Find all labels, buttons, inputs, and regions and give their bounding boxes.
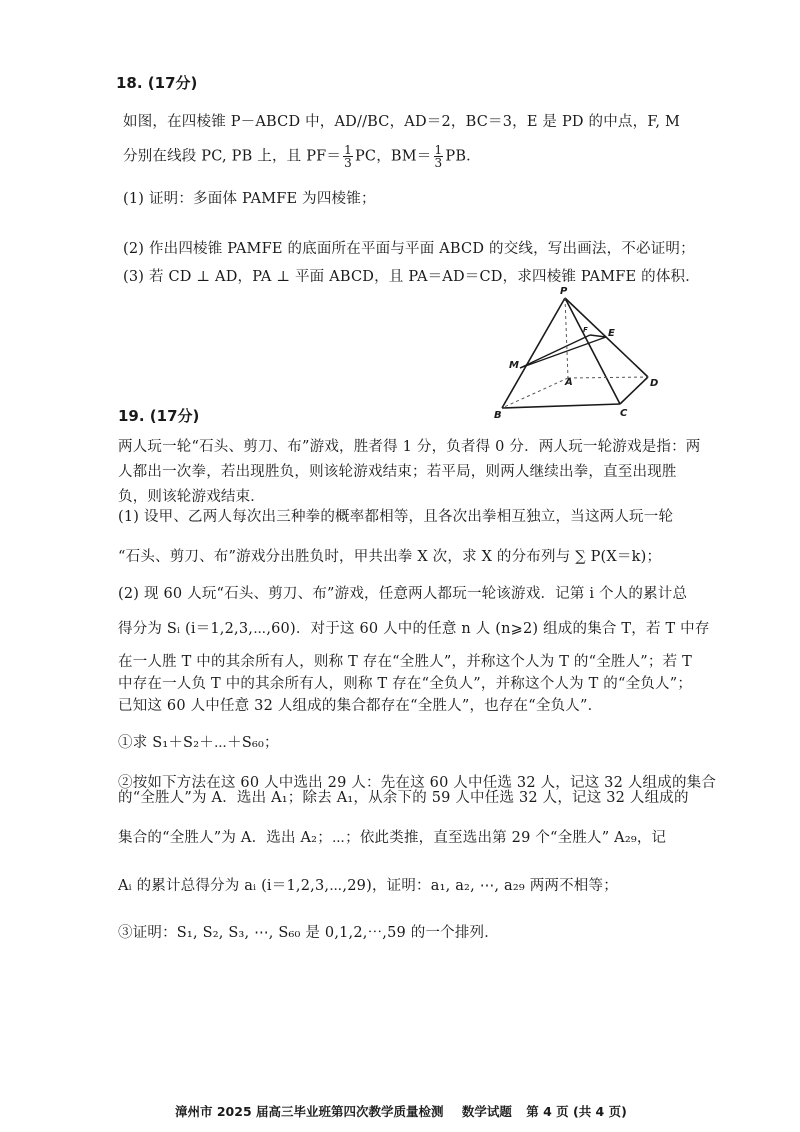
edge-ab-hidden [502, 378, 568, 408]
label-a: A [565, 377, 573, 388]
segment-mf [520, 335, 590, 368]
label-m: M [509, 360, 519, 371]
fraction-pf [343, 144, 353, 169]
fraction-bm-denominator: 3 [434, 156, 443, 170]
q18-intro-line2 [123, 144, 481, 169]
label-f: F [583, 326, 588, 334]
q19-sub1: ①求 S₁＋S₂＋⋯＋S₆₀； [118, 735, 279, 751]
fraction-pf-numerator: 1 [344, 143, 352, 157]
q18-intro-line2-c: PB． [445, 148, 481, 165]
q18-part3: (3) 若 CD ⊥ AD，PA ⊥ 平面 ABCD，且 PA＝AD＝CD，求四棱锥 PAMFE 的体积． [123, 269, 700, 285]
page-footer [175, 1102, 627, 1120]
q19-part2-line3: 在一人胜 T 中的其余所有人，则称 T 存在“全胜人”，并称这个人为 T 的“全胜人”；若 T [118, 654, 692, 670]
q19-sub3: ③证明：S₁, S₂, S₃, ⋯, S₆₀ 是 0,1,2,⋯,59 的一个排列． [118, 925, 499, 941]
footer-page-number: 第 4 页 (共 4 页) [526, 1104, 627, 1119]
fraction-bm [434, 144, 444, 169]
fraction-bm-numerator: 1 [434, 143, 443, 157]
edge-bc [502, 404, 620, 408]
q19-sub2-line1: ②按如下方法在这 60 人中选出 29 人：先在这 60 人中任选 32 人，记这 32 人组成的集合 [118, 775, 717, 791]
q19-part2-line4: 中存在一人负 T 中的其余所有人，则称 T 存在“全负人”，并称这个人为 T 的“全负人”； [118, 676, 693, 692]
q19-part2-line1: (2) 现 60 人玩“石头、剪刀、布”游戏，任意两人都玩一轮该游戏．记第 i 个人的累计总 [118, 586, 688, 602]
q19-part2-line2: 得分为 Sᵢ (i＝1,2,3,⋯,60)．对于这 60 人中的任意 n 人 (n⩾2) 组成的集合 T，若 T 中存 [118, 621, 710, 637]
q19-part1-line2: “石头、剪刀、布”游戏分出胜负时，甲共出拳 X 次，求 X 的分布列与 ∑ P(X＝k)； [118, 549, 662, 565]
label-e: E [608, 328, 615, 339]
q19-heading: 19. (17分) [118, 407, 200, 425]
edge-pd [565, 298, 648, 377]
pyramid-figure [480, 280, 680, 430]
q19-intro-line2: 人都出一次拳，若出现胜负，则该轮游戏结束；若平局，则两人继续出拳，直至出现胜 [118, 464, 677, 480]
edge-pb [502, 298, 565, 408]
q19-sub2-line4: Aᵢ 的累计总得分为 aᵢ (i＝1,2,3,⋯,29)，证明：a₁, a₂, ⋯, a₂₉ 两两不相等； [118, 878, 618, 894]
label-d: D [650, 378, 659, 389]
label-c: C [620, 408, 628, 419]
edge-pa-hidden [565, 298, 568, 378]
edge-pc [565, 298, 620, 404]
footer-subject: 数学试题 [461, 1104, 512, 1119]
label-b: B [494, 410, 502, 421]
label-p: P [560, 286, 568, 297]
q19-intro-line3: 负，则该轮游戏结束． [118, 489, 265, 505]
q19-part1-line1: (1) 设甲、乙两人每次出三种拳的概率都相等，且各次出拳相互独立，当这两人玩一轮 [118, 509, 674, 525]
q18-intro-line2-b: PC，BM＝ [354, 148, 432, 165]
q18-heading: 18. (17分) [116, 74, 198, 92]
q18-part1: (1) 证明：多面体 PAMFE 为四棱锥； [123, 191, 376, 207]
q19-intro-line1: 两人玩一轮“石头、剪刀、布”游戏，胜者得 1 分，负者得 0 分．两人玩一轮游戏是指：两 [118, 439, 701, 455]
edge-cd [620, 377, 648, 404]
q19-sub2-line3: 集合的“全胜人”为 A．选出 A₂；⋯；依此类推，直至选出第 29 个“全胜人” A₂₉，记 [118, 830, 667, 846]
q19-part2-line5: 已知这 60 人中任意 32 人组成的集合都存在“全胜人”，也存在“全负人”． [118, 698, 603, 714]
q18-intro-line1: 如图，在四棱锥 P－ABCD 中，AD//BC，AD＝2，BC＝3，E 是 PD 的中点，F, M [123, 114, 681, 130]
q19-sub2-line2: 的“全胜人”为 A．选出 A₁；除去 A₁，从余下的 59 人中任选 32 人，记这 32 人组成的 [118, 790, 689, 806]
edge-ad-hidden [568, 377, 648, 378]
footer-exam-title: 漳州市 2025 届高三毕业班第四次教学质量检测 [175, 1104, 444, 1119]
q18-part2: (2) 作出四棱锥 PAMFE 的底面所在平面与平面 ABCD 的交线，写出画法，不必证明； [123, 241, 695, 257]
q18-intro-line2-a: 分别在线段 PC, PB 上，且 PF＝ [123, 148, 342, 165]
fraction-pf-denominator: 3 [344, 156, 352, 170]
